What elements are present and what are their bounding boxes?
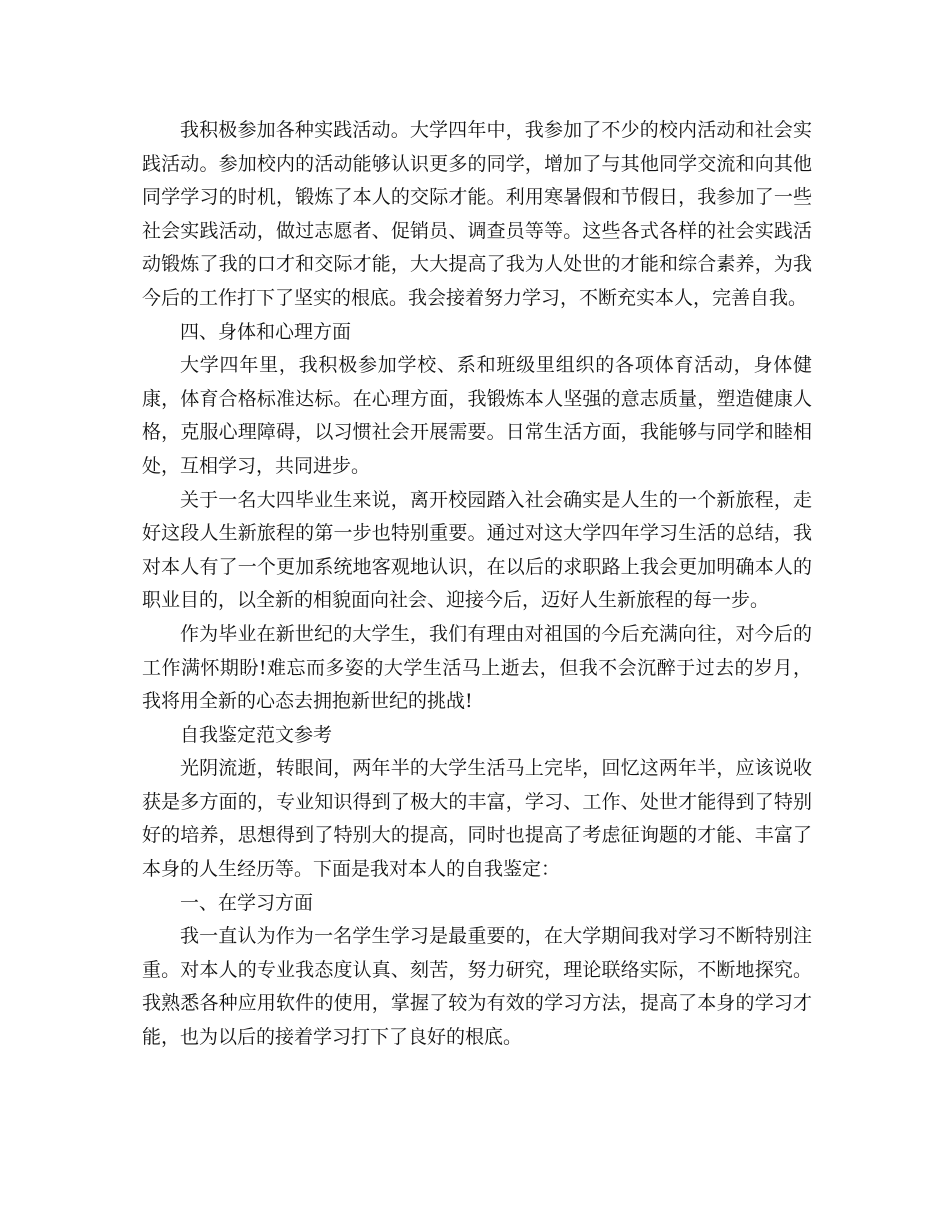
document-page [142,114,812,1055]
heading-study: 一、在学习方面 [180,891,314,914]
heading-body-and-mind: 四、身体和心理方面 [180,320,352,343]
paragraph-new-century: 作为毕业在新世纪的大学生，我们有理由对祖国的今后充满向往，对今后的工作满怀期盼!难忘而多姿的大学生活马上逝去，但我不会沉醉于过去的岁月，我将用全新的心态去拥抱新世纪的挑战! [142,622,812,713]
paragraph-study-details: 我一直认为作为一名学生学习是最重要的，在大学期间我对学习不断特别注重。对本人的专业我态度认真、刻苦，努力研究，理论联络实际，不断地探究。我熟悉各种应用软件的使用，掌握了较为有效的学习方法，提高了本身的学习才能，也为以后的接着学习打下了良好的根底。 [142,925,812,1049]
paragraph-practice-activities: 我积极参加各种实践活动。大学四年中，我参加了不少的校内活动和社会实践活动。参加校内的活动能够认识更多的同学，增加了与其他同学交流和向其他同学学习的时机，锻炼了本人的交际才能。利用寒暑假和节假日，我参加了一些社会实践活动，做过志愿者、促销员、调查员等等。这些各式各样的社会实践活动锻炼了我的口才和交际才能，大大提高了我为人处世的才能和综合素养，为我今后的工作打下了坚实的根底。我会接着努力学习，不断充实本人，完善自我。 [142,119,812,309]
paragraph-sports-and-psychology: 大学四年里，我积极参加学校、系和班级里组织的各项体育活动，身体健康，体育合格标准达标。在心理方面，我锻炼本人坚强的意志质量，塑造健康人格，克服心理障碍，以习惯社会开展需要。日常生活方面，我能够与同学和睦相处，互相学习，共同进步。 [142,354,812,477]
paragraph-new-journey: 关于一名大四毕业生来说，离开校园踏入社会确实是人生的一个新旅程，走好这段人生新旅程的第一步也特别重要。通过对这大学四年学习生活的总结，我对本人有了一个更加系统地客观地认识，在以后的求职路上我会更加明确本人的职业目的，以全新的相貌面向社会、迎接今后，迈好人生新旅程的每一步。 [142,488,812,612]
paragraph-time-flies: 光阴流逝，转眼间，两年半的大学生活马上完毕，回忆这两年半，应该说收获是多方面的，专业知识得到了极大的丰富，学习、工作、处世才能得到了特别好的培养，思想得到了特别大的提高，同时也提高了考虑征询题的才能、丰富了本身的人生经历等。下面是我对本人的自我鉴定： [142,757,812,881]
heading-sample-essay: 自我鉴定范文参考 [180,723,333,746]
